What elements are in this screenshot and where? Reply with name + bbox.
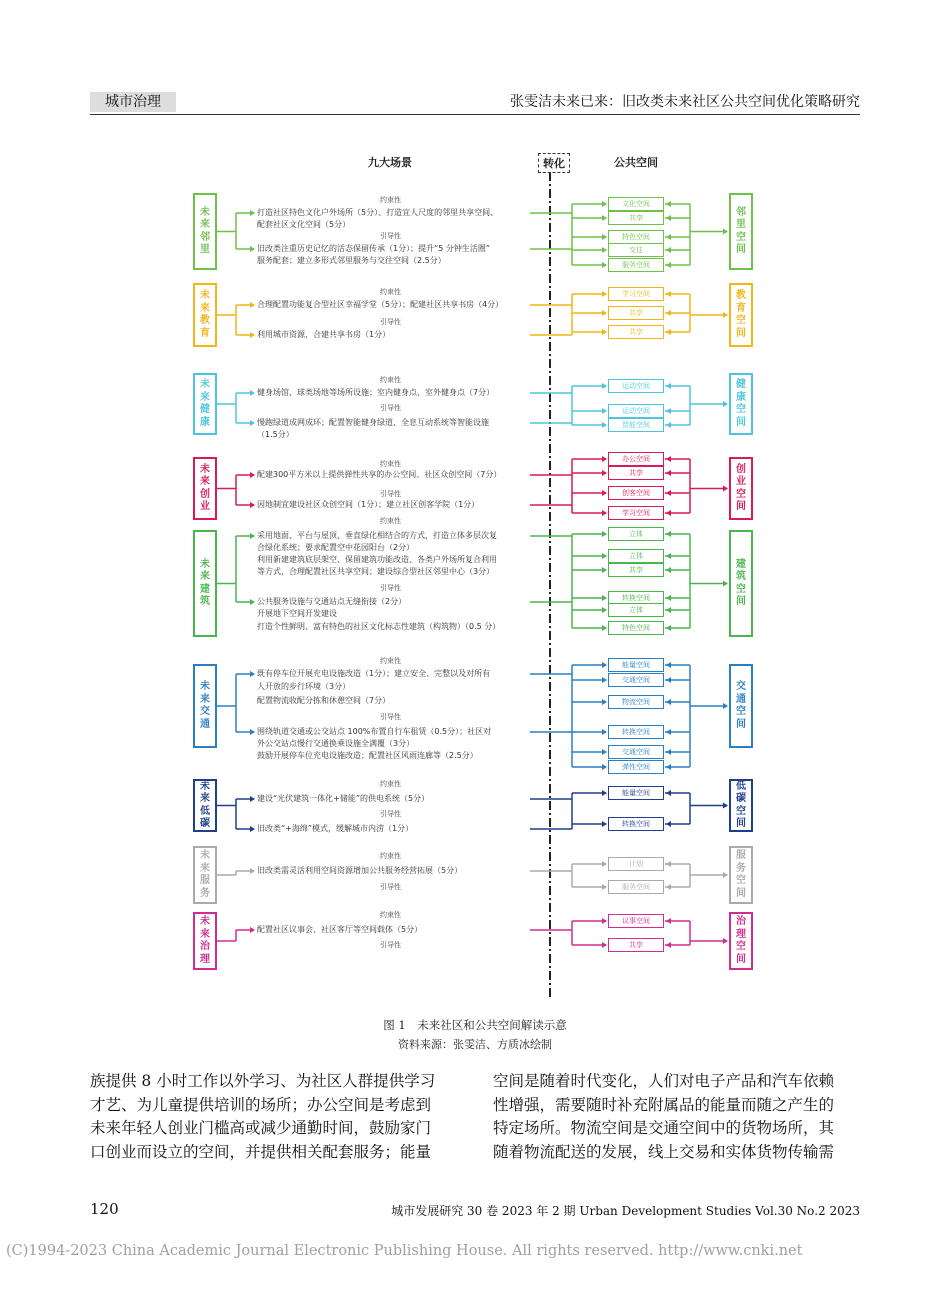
scene-box [193, 530, 217, 637]
arrowhead-icon [666, 531, 671, 537]
public-space-box: 共享 [608, 938, 664, 952]
arrowhead-icon [602, 247, 607, 253]
space-char: 空 [736, 706, 746, 717]
arrowhead-icon [666, 470, 671, 476]
arrowhead-icon [666, 247, 671, 253]
strategy-type-label: 约束性 [380, 517, 401, 525]
space-category-box [729, 779, 753, 832]
strategy-type-label: 约束性 [380, 196, 401, 204]
public-space-box: 议事空间 [608, 914, 664, 928]
scene-char: 业 [200, 501, 210, 512]
scene-char: 来 [200, 391, 210, 403]
figure-source: 资料来源：张雯洁、方质冰绘制 [398, 1038, 552, 1051]
scene-char: 治 [200, 941, 210, 952]
scene-char: 未 [200, 850, 210, 861]
arrowhead-icon [666, 383, 671, 389]
arrowhead-icon [250, 868, 255, 874]
arrowhead-icon [602, 531, 607, 537]
body-line: 族提供 8 小时工作以外学习、为社区人群提供学习 [90, 1072, 436, 1090]
strategy-type-label: 约束性 [380, 657, 401, 665]
arrowhead-icon [602, 749, 607, 755]
strategy-text: 配建300平方米以上提供弹性共享的办公空间、社区众创空间（7分） [257, 470, 502, 479]
arrowhead-icon [602, 408, 607, 414]
space-char: 低 [736, 780, 746, 792]
arrowhead-icon [723, 401, 728, 407]
journal-info: 城市发展研究 30 卷 2023 年 2 期 Urban Development Studies Vol.30 No.2 2023 [391, 1204, 860, 1218]
arrowhead-icon [250, 729, 255, 735]
space-category-box [729, 373, 753, 435]
space-char: 育 [736, 302, 746, 314]
arrowhead-icon [602, 470, 607, 476]
arrowhead-icon [602, 699, 607, 705]
arrowhead-icon [666, 215, 671, 221]
public-space-box: 能量空间 [608, 786, 664, 800]
arrowhead-icon [666, 408, 671, 414]
arrowhead-icon [723, 703, 728, 709]
scene-char: 未 [200, 379, 210, 390]
space-category-box [729, 457, 753, 520]
public-space-box: 服务空间 [608, 258, 664, 272]
strategy-text: 开展地下空间开发建设 [257, 609, 337, 618]
arrowhead-icon [250, 826, 255, 832]
space-char: 服 [736, 850, 746, 861]
space-category-box [729, 664, 753, 748]
arrowhead-icon [666, 662, 671, 668]
public-space-box: 转换空间 [608, 591, 664, 605]
scene-box [193, 373, 217, 435]
arrowhead-icon [250, 302, 255, 308]
scene-char: 来 [200, 571, 210, 582]
strategy-type-label: 引导性 [380, 883, 401, 891]
scene-char: 交 [200, 706, 210, 717]
strategy-text: 配置社区议事会、社区客厅等空间载体（5分） [257, 925, 423, 934]
space-char: 务 [736, 862, 746, 874]
arrowhead-icon [602, 329, 607, 335]
strategy-text: 合理配置功能复合型社区幸福学堂（5分）；配建社区共享书房（4分） [257, 300, 504, 309]
public-space-box: 运动空间 [608, 404, 664, 418]
arrowhead-icon [666, 553, 671, 559]
scene-box [193, 912, 217, 970]
arrowhead-icon [602, 764, 607, 770]
strategy-text: 合绿化系统；要求配置空中花园阳台（2分） [257, 543, 415, 552]
arrowhead-icon [666, 262, 671, 268]
space-category-box [729, 530, 753, 637]
arrowhead-icon [602, 821, 607, 827]
arrowhead-icon [250, 210, 255, 216]
arrowhead-icon [602, 662, 607, 668]
scene-char: 低 [200, 805, 210, 817]
space-char: 空 [736, 941, 746, 952]
arrowhead-icon [250, 533, 255, 539]
strategy-text: 鼓励开展停车位充电设施改造；配置社区风雨连廊等（2.5分） [257, 751, 478, 760]
strategy-type-label: 约束性 [380, 376, 401, 384]
arrowhead-icon [666, 861, 671, 867]
public-space-box: 共享 [608, 325, 664, 339]
strategy-text: 建设“光伏建筑一体化+储能”的供电系统（5分） [257, 794, 430, 803]
space-char: 空 [736, 805, 746, 817]
arrowhead-icon [723, 581, 728, 587]
arrowhead-icon [602, 201, 607, 207]
arrowhead-icon [602, 310, 607, 316]
arrowhead-icon [666, 790, 671, 796]
body-line: 性增强，需要随时补充附属品的能量而随之产生的 [493, 1095, 835, 1114]
arrowhead-icon [666, 821, 671, 827]
strategy-text: 等方式，合理配置社区共享空间；建设综合型社区邻里中心（3分） [257, 567, 495, 576]
public-space-box: 特色空间 [608, 621, 664, 635]
public-space-box: 运动空间 [608, 379, 664, 393]
arrowhead-icon [602, 861, 607, 867]
arrowhead-icon [666, 625, 671, 631]
scene-char: 通 [200, 718, 210, 730]
body-line: 口创业而设立的空间，并提供相关配套服务；能量 [90, 1142, 432, 1161]
strategy-text: 利用城市资源，合建共享书房（1分） [257, 330, 391, 339]
arrowhead-icon [666, 510, 671, 516]
strategy-type-label: 引导性 [380, 584, 401, 592]
arrowhead-icon [666, 764, 671, 770]
space-char: 空 [736, 583, 746, 595]
arrowhead-icon [666, 677, 671, 683]
scene-char: 来 [200, 302, 210, 314]
arrowhead-icon [666, 422, 671, 428]
space-char: 空 [736, 404, 746, 415]
arrowhead-icon [666, 884, 671, 890]
body-column-left [90, 1070, 435, 1164]
space-char: 碳 [736, 793, 746, 804]
scene-box [193, 193, 217, 270]
scene-box [193, 283, 217, 347]
arrowhead-icon [250, 420, 255, 426]
arrowhead-icon [250, 472, 255, 478]
strategy-text: 健身场馆、球类场地等场所设施；室内健身点、室外健身点（7分） [257, 388, 495, 397]
strategy-text: 打造社区特色文化户外场所（5分）、打造宜人尺度的邻里共享空间、 [257, 208, 499, 217]
arrowhead-icon [666, 942, 671, 948]
strategy-text: 采用地面、平台与屋顶、垂直绿化相结合的方式，打造立体多层次复 [257, 531, 497, 540]
arrowhead-icon [602, 884, 607, 890]
public-space-box: 立体 [608, 527, 664, 541]
body-line: 未来年轻人创业门槛高或减少通勤时间，鼓励家门 [90, 1119, 432, 1137]
arrowhead-icon [602, 234, 607, 240]
scene-char: 育 [200, 327, 210, 339]
body-line: 特定场所。物流空间是交通空间中的货物场所，其 [493, 1119, 835, 1137]
public-space-box: 物流空间 [608, 695, 664, 709]
arrowhead-icon [250, 796, 255, 802]
space-char: 间 [736, 818, 746, 829]
strategy-type-label: 引导性 [380, 404, 401, 412]
space-char: 筑 [736, 571, 746, 582]
arrowhead-icon [666, 607, 671, 613]
public-space-box: 能量空间 [608, 658, 664, 672]
public-space-box: 交往 [608, 243, 664, 257]
arrowhead-icon [602, 215, 607, 221]
strategy-type-label: 引导性 [380, 232, 401, 240]
arrowhead-icon [602, 567, 607, 573]
scene-char: 邻 [200, 231, 210, 243]
arrowhead-icon [666, 310, 671, 316]
strategy-text: 人开放的步行环境（3分） [257, 682, 351, 691]
figure-caption: 图 1 未来社区和公共空间解读示意 [383, 1018, 567, 1032]
public-space-box: 办公空间 [608, 452, 664, 466]
strategy-text: 慢跑绿道成网成环；配置智能健身绿道、全息互动系统等智能设施 [257, 418, 489, 427]
scene-char: 未 [200, 558, 210, 570]
scene-char: 未 [200, 463, 210, 475]
public-space-box: 创客空间 [608, 486, 664, 500]
public-space-box: 交通空间 [608, 745, 664, 759]
scene-char: 未 [200, 681, 210, 692]
public-space-box: 立体 [608, 603, 664, 617]
public-space-box: 弹性空间 [608, 760, 664, 774]
arrowhead-icon [666, 329, 671, 335]
arrowhead-icon [666, 490, 671, 496]
arrowhead-icon [666, 201, 671, 207]
arrowhead-icon [250, 927, 255, 933]
scene-char: 理 [200, 953, 210, 965]
space-char: 邻 [736, 206, 746, 218]
strategy-type-label: 约束性 [380, 911, 401, 919]
space-char: 康 [736, 391, 746, 403]
page-number: 120 [90, 1200, 119, 1218]
scene-char: 健 [200, 404, 210, 415]
strategy-type-label: 引导性 [380, 810, 401, 818]
space-char: 创 [736, 463, 746, 475]
space-char: 通 [736, 693, 746, 705]
scene-char: 筑 [200, 596, 210, 607]
space-char: 空 [736, 315, 746, 326]
scene-char: 来 [200, 476, 210, 487]
strategy-text: （1.5分） [257, 430, 294, 439]
strategy-text: 围绕轨道交通或公交站点 100%布置自行车租赁（0.5分）；社区对 [257, 727, 492, 736]
arrowhead-icon [723, 486, 728, 492]
arrowhead-icon [602, 729, 607, 735]
arrowhead-icon [602, 422, 607, 428]
arrowhead-icon [250, 599, 255, 605]
space-char: 间 [736, 718, 746, 730]
arrowhead-icon [602, 510, 607, 516]
scene-char: 来 [200, 928, 210, 940]
arrowhead-icon [250, 390, 255, 396]
space-char: 建 [736, 558, 746, 570]
strategy-type-label: 引导性 [380, 318, 401, 326]
public-space-box: 计划 [608, 857, 664, 871]
public-space-box: 共享 [608, 306, 664, 320]
public-space-box: 服务空间 [608, 880, 664, 894]
scene-char: 服 [200, 875, 210, 886]
scene-char: 创 [200, 488, 210, 500]
strategy-text: 因地制宜建设社区众创空间（1分）；建立社区创客学院（1分） [257, 500, 480, 509]
space-category-box [729, 193, 753, 270]
arrowhead-icon [250, 332, 255, 338]
scene-char: 教 [200, 315, 210, 326]
arrowhead-icon [602, 595, 607, 601]
strategy-text: 既有停车位开展充电设施改造（1分）；建立安全、完整以及对所有 [257, 669, 491, 678]
strategy-text: 利用新建建筑底层架空、保留建筑功能改造、各类户外场所复合利用 [257, 555, 497, 564]
scene-box [193, 457, 217, 520]
space-category-box [729, 283, 753, 347]
scene-box [193, 846, 217, 904]
space-char: 治 [736, 916, 746, 927]
body-column-right [493, 1070, 834, 1164]
space-char: 间 [736, 887, 746, 899]
strategy-text: 公共服务设施与交通站点无缝衔接（2分） [257, 597, 407, 606]
strategy-type-label: 约束性 [380, 852, 401, 860]
space-category-box [729, 846, 753, 904]
column-header-scenes: 九大场景 [368, 156, 412, 169]
space-char: 业 [736, 476, 746, 487]
public-space-box: 智能空间 [608, 418, 664, 432]
scene-char: 未 [200, 916, 210, 927]
scene-char: 建 [200, 583, 210, 595]
column-header-space: 公共空间 [614, 156, 658, 169]
space-char: 健 [736, 379, 746, 390]
public-space-box: 共享 [608, 211, 664, 225]
public-space-box: 文化空间 [608, 197, 664, 211]
strategy-type-label: 引导性 [380, 490, 401, 498]
scene-char: 未 [200, 290, 210, 301]
arrowhead-icon [602, 625, 607, 631]
body-line: 空间是随着时代变化，人们对电子产品和汽车依赖 [493, 1072, 835, 1090]
arrowhead-icon [602, 607, 607, 613]
arrowhead-icon [723, 803, 728, 809]
column-header-transform: 转化 [538, 153, 570, 173]
space-char: 里 [736, 219, 746, 230]
strategy-type-label: 约束性 [380, 780, 401, 788]
strategy-text: 旧改类“+海绵”模式，缓解城市内涝（1分） [257, 824, 414, 833]
public-space-box: 转换空间 [608, 725, 664, 739]
strategy-type-label: 约束性 [380, 288, 401, 296]
arrowhead-icon [250, 502, 255, 508]
arrowhead-icon [666, 234, 671, 240]
public-space-box: 共享 [608, 563, 664, 577]
arrowhead-icon [602, 790, 607, 796]
arrowhead-icon [666, 291, 671, 297]
arrowhead-icon [602, 383, 607, 389]
space-category-box [729, 912, 753, 970]
arrowhead-icon [602, 553, 607, 559]
space-char: 间 [736, 953, 746, 965]
space-char: 间 [736, 596, 746, 607]
arrowhead-icon [666, 699, 671, 705]
scene-box [193, 664, 217, 748]
public-space-box: 学习空间 [608, 506, 664, 520]
space-char: 间 [736, 416, 746, 428]
arrowhead-icon [602, 490, 607, 496]
scene-char: 务 [200, 887, 210, 899]
space-char: 交 [736, 681, 746, 692]
arrowhead-icon [666, 595, 671, 601]
space-char: 空 [736, 488, 746, 500]
strategy-text: 打造个性鲜明、富有特色的社区文化标志性建筑（构筑物）（0.5 分） [257, 622, 501, 631]
strategy-text: 服务配套；建立多形式邻里服务与交往空间（2.5分） [257, 256, 446, 265]
body-line: 随着物流配送的发展，线上交易和实体货物传输需 [493, 1142, 835, 1161]
strategy-text: 配套社区文化空间（5分） [257, 220, 351, 229]
arrowhead-icon [666, 918, 671, 924]
arrowhead-icon [666, 749, 671, 755]
scene-char: 来 [200, 693, 210, 705]
space-char: 间 [736, 327, 746, 339]
strategy-text: 配置物流收配分拣和休憩空间（7分） [257, 696, 391, 705]
space-char: 教 [736, 290, 746, 301]
arrowhead-icon [723, 312, 728, 318]
strategy-type-label: 引导性 [380, 713, 401, 721]
public-space-box: 转换空间 [608, 817, 664, 831]
arrowhead-icon [666, 456, 671, 462]
scene-char: 来 [200, 862, 210, 874]
scene-char: 来 [200, 793, 210, 804]
arrowhead-icon [602, 456, 607, 462]
arrowhead-icon [723, 938, 728, 944]
strategy-text: 旧改类需灵活利用空间资源增加公共服务经营拓展（5分） [257, 866, 463, 875]
section-tag: 城市治理 [90, 92, 176, 112]
strategy-type-label: 约束性 [380, 460, 401, 468]
arrowhead-icon [250, 671, 255, 677]
arrowhead-icon [602, 677, 607, 683]
space-char: 间 [736, 244, 746, 255]
space-char: 理 [736, 928, 746, 940]
copyright-notice: (C)1994-2023 China Academic Journal Electronic Publishing House. All rights reserved. http://www.cnki.net [6, 1243, 803, 1259]
public-space-box: 交通空间 [608, 673, 664, 687]
space-char: 间 [736, 501, 746, 512]
arrowhead-icon [723, 229, 728, 235]
public-space-box: 特色空间 [608, 230, 664, 244]
body-line: 才艺、为儿童提供培训的场所；办公空间是考虑到 [90, 1095, 432, 1114]
public-space-box: 立体 [608, 549, 664, 563]
arrowhead-icon [250, 246, 255, 252]
arrowhead-icon [666, 729, 671, 735]
scene-char: 来 [200, 219, 210, 230]
arrowhead-icon [602, 291, 607, 297]
public-space-box: 学习空间 [608, 287, 664, 301]
space-char: 空 [736, 231, 746, 243]
strategy-text: 旧改类注重历史记忆的活态保留传承（1分）；提升“5 分钟生活圈” [257, 244, 491, 253]
scene-char: 未 [200, 206, 210, 218]
arrowhead-icon [602, 262, 607, 268]
strategy-text: 外公交站点慢行交通换乘设施全满覆（3分） [257, 739, 415, 748]
scene-char: 里 [200, 244, 210, 255]
arrowhead-icon [602, 942, 607, 948]
arrowhead-icon [666, 567, 671, 573]
arrowhead-icon [602, 918, 607, 924]
scene-box [193, 779, 217, 832]
public-space-box: 共享 [608, 466, 664, 480]
scene-char: 未 [200, 780, 210, 792]
space-char: 空 [736, 875, 746, 886]
running-title: 张雯洁未来已来：旧改类未来社区公共空间优化策略研究 [510, 94, 860, 110]
arrowhead-icon [723, 872, 728, 878]
scene-char: 碳 [200, 818, 210, 829]
strategy-type-label: 引导性 [380, 941, 401, 949]
scene-char: 康 [200, 416, 210, 428]
